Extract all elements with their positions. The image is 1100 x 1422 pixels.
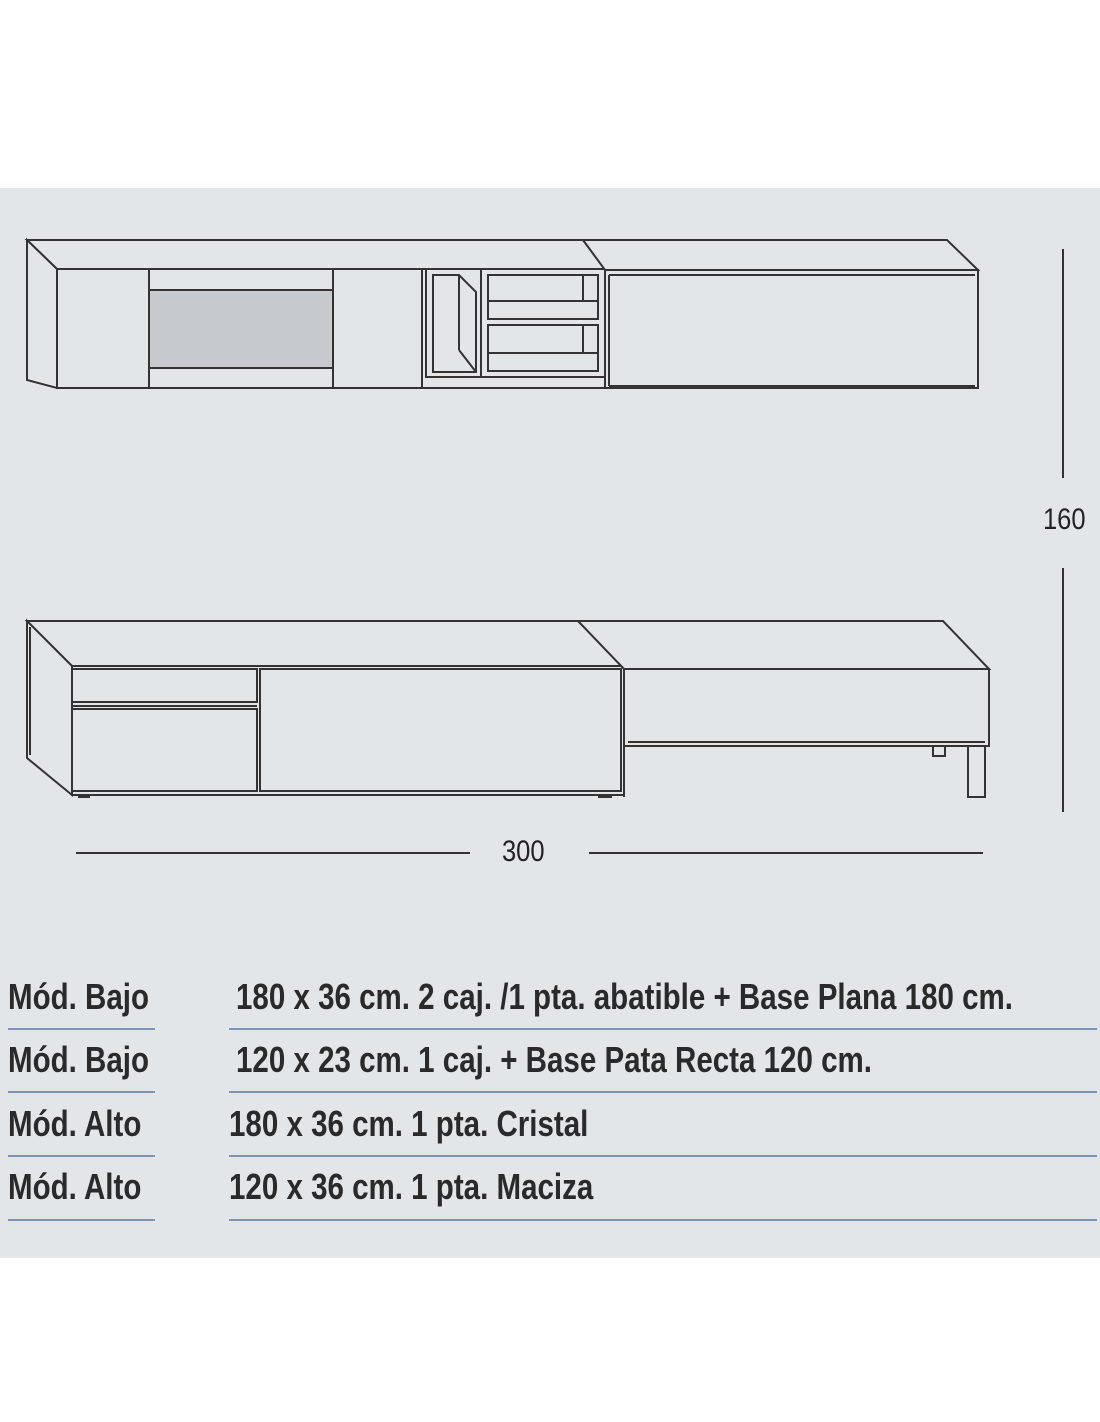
spec-description: 120 x 23 cm. 1 caj. + Base Pata Recta 120 cm. <box>236 1039 872 1080</box>
spec-row <box>0 1160 1100 1224</box>
spec-name: Mód. Bajo <box>8 976 150 1017</box>
spec-rule <box>8 1091 155 1093</box>
spec-row <box>0 1033 1100 1097</box>
upper-module-left <box>27 240 605 388</box>
spec-rule <box>229 1219 1097 1221</box>
spec-name: Mód. Bajo <box>8 1039 150 1080</box>
lower-module-right <box>578 621 989 797</box>
spec-description: 180 x 36 cm. 1 pta. Cristal <box>229 1103 589 1144</box>
spec-row <box>0 1097 1100 1161</box>
spec-description: 120 x 36 cm. 1 pta. Maciza <box>229 1166 594 1207</box>
lower-module-left <box>27 621 624 797</box>
spec-name: Mód. Alto <box>8 1103 142 1144</box>
spec-rule <box>8 1028 155 1030</box>
spec-rule <box>8 1155 155 1157</box>
spec-rule <box>8 1219 155 1221</box>
spec-rule <box>229 1091 1097 1093</box>
width-dimension-label: 300 <box>502 835 545 868</box>
glass-panel <box>149 290 333 368</box>
spec-description: 180 x 36 cm. 2 caj. /1 pta. abatible + Base Plana 180 cm. <box>236 976 1014 1017</box>
spec-row <box>0 970 1100 1034</box>
spec-rule <box>229 1028 1097 1030</box>
upper-module-right <box>583 240 978 388</box>
spec-rule <box>229 1155 1097 1157</box>
height-dimension-label: 160 <box>1043 503 1086 536</box>
spec-name: Mód. Alto <box>8 1166 142 1207</box>
